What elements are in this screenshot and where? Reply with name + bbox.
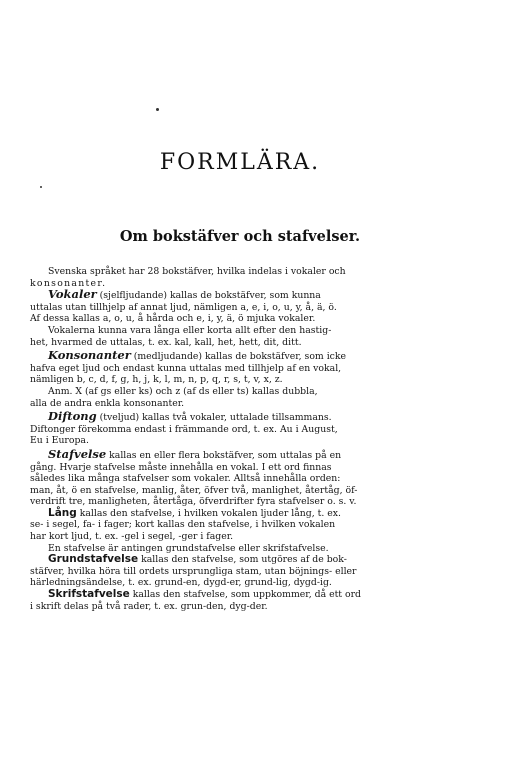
paragraph-anm xyxy=(30,386,478,409)
text-line: stäfver, hvilka höra till ordets ursprungliga stam, utan böjnings- eller xyxy=(30,565,357,577)
term-stafvelse: Stafvelse xyxy=(48,446,107,461)
text-line: het, hvarmed de uttalas, t. ex. kal, kall, het, hett, dit, ditt. xyxy=(30,336,302,348)
text-line: man, åt, ö en stafvelse, manlig, åter, öfver två, manlighet, återtåg, öf- xyxy=(30,484,358,496)
paragraph-grundstafvelse xyxy=(30,554,478,589)
text-line: En stafvelse är antingen grundstafvelse eller skrifstafvelse. xyxy=(48,542,329,554)
term-vokaler: Vokaler xyxy=(48,287,97,302)
ink-speck xyxy=(40,186,42,188)
paragraph-vokal-langd xyxy=(30,325,478,348)
text-line: alla de andra enkla konsonanter. xyxy=(30,397,185,409)
paragraph-stafvelse xyxy=(30,446,478,508)
paragraph-diftong xyxy=(30,411,478,447)
text-line: i skrift delas på två rader, t. ex. grun-den, dyg-der. xyxy=(30,600,268,612)
text-line: kallas den stafvelse, som uppkommer, då ett ord xyxy=(129,589,361,601)
text-line: Eu i Europa. xyxy=(30,435,89,447)
text-line: uttalas utan tillhjelp af annat ljud, nämligen a, e, i, o, u, y, å, ä, ö. xyxy=(30,301,337,313)
paragraph-skrifstafvelse xyxy=(30,589,478,612)
text-line: kallas en eller flera bokstäfver, som uttalas på en xyxy=(106,449,342,461)
term-skrifstafvelse: Skrifstafvelse xyxy=(48,588,130,601)
text-line: Svenska språket har 28 bokstäfver, hvilka indelas i vokaler och xyxy=(48,266,346,277)
text-line: verdrift tre, manligheten, återtåga, öfverdrifter fyra stafvelser o. s. v. xyxy=(30,496,357,508)
text-line: nämligen b, c, d, f, g, h, j, k, l, m, n, p, q, r, s, t, v, x, z. xyxy=(30,374,283,386)
text-line: således lika många stafvelser som vokaler. Alltså innehålla orden: xyxy=(30,473,341,485)
ink-speck xyxy=(156,108,159,111)
text-line: kallas den stafvelse, som utgöres af de bok- xyxy=(138,554,347,566)
text-line: konsonanter. xyxy=(30,277,107,289)
term-konsonanter: Konsonanter xyxy=(48,348,131,363)
text-line: (tveljud) kallas två vokaler, uttalade tillsammans. xyxy=(96,412,332,424)
text-line: kallas den stafvelse, i hvilken vokalen ljuder lång, t. ex. xyxy=(76,507,341,519)
text-line: Diftonger förekomma endast i främmande ord, t. ex. Au i August, xyxy=(30,423,338,435)
text-line: har kort ljud, t. ex. -gel i segel, -ger i fager. xyxy=(30,531,234,543)
text-line: Vokalerna kunna vara långa eller korta allt efter den hastig- xyxy=(48,324,332,336)
text-line: gång. Hvarje stafvelse måste innehålla en vokal. I ett ord finnas xyxy=(30,461,332,473)
term-grundstafvelse: Grundstafvelse xyxy=(48,553,139,566)
paragraph-konsonanter xyxy=(30,350,478,386)
section-title: Om bokstäfver och stafvelser. xyxy=(119,228,361,245)
body-text xyxy=(30,266,478,612)
text-line: (medljudande) kallas de bokstäfver, som icke xyxy=(130,351,347,363)
paragraph-vokaler xyxy=(30,289,478,325)
text-line: härledningsändelse, t. ex. grund-en, dygd-er, grund-lig, dygd-ig. xyxy=(30,577,332,589)
chapter-title: FORMLÄRA. xyxy=(159,150,321,175)
text-line: Anm. X (af gs eller ks) och z (af ds eller ts) kallas dubbla, xyxy=(48,385,318,397)
text-line: (sjelfljudande) kallas de bokstäfver, som kunna xyxy=(96,290,321,302)
paragraph-intro xyxy=(30,266,478,289)
term-diftong: Diftong xyxy=(48,409,97,424)
text-line: hafva eget ljud och endast kunna uttalas med tillhjelp af en vokal, xyxy=(30,362,342,374)
text-line: se- i segel, fa- i fager; kort kallas den stafvelse, i hvilken vokalen xyxy=(30,519,336,531)
text-line: Af dessa kallas a, o, u, å hårda och e, i, y, ä, ö mjuka vokaler. xyxy=(30,313,316,325)
paragraph-lang xyxy=(30,508,478,543)
term-lang: Lång xyxy=(48,506,77,519)
